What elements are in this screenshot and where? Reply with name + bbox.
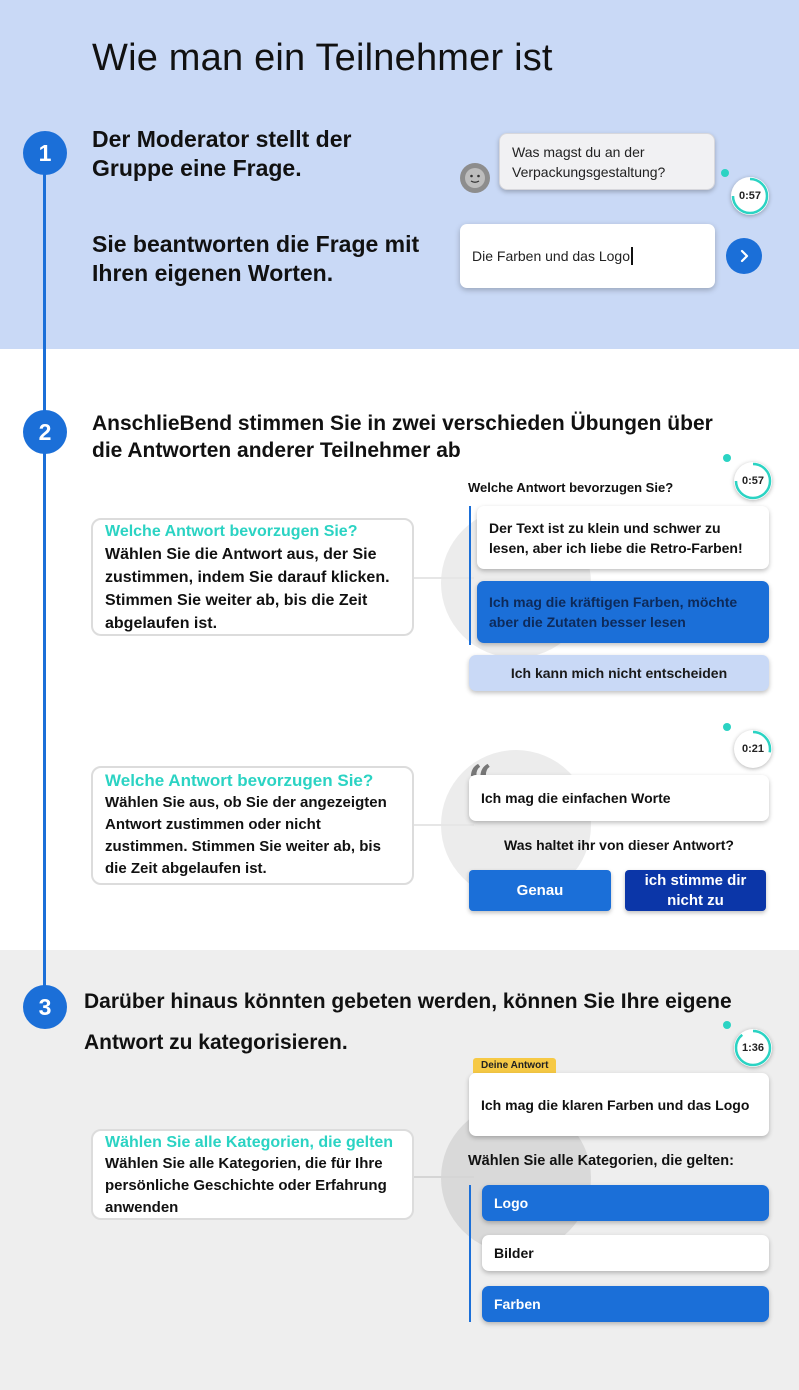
- countdown-timer: [734, 462, 772, 500]
- send-button[interactable]: [726, 238, 762, 274]
- step-3-badge: 3: [23, 985, 67, 1029]
- step-3-heading-line-1: Darüber hinaus könnten gebeten werden, können Sie Ihre eigene: [84, 990, 732, 1013]
- category-bilder[interactable]: Bilder: [482, 1235, 769, 1271]
- step-timeline-line: [43, 153, 46, 1007]
- countdown-timer: [734, 1029, 772, 1067]
- connector-line: [414, 1176, 474, 1178]
- step-3-heading-line-2: Antwort zu kategorisieren.: [84, 1031, 348, 1054]
- timer-indicator-dot: [723, 1021, 731, 1029]
- your-answer-card: Ich mag die klaren Farben und das Logo: [469, 1073, 769, 1136]
- timer-value: 0:57: [738, 190, 762, 202]
- answer-option-b-selected[interactable]: Ich mag die kräftigen Farben, möchte aber die Zutaten besser lesen: [477, 581, 769, 643]
- agree-button[interactable]: Genau: [469, 870, 611, 911]
- categories-bracket-line: [469, 1185, 471, 1322]
- chevron-right-icon: [736, 248, 752, 264]
- connector-line: [414, 577, 474, 579]
- face-icon: [464, 167, 486, 189]
- quoted-answer: Ich mag die einfachen Worte: [469, 775, 769, 821]
- step-1-subheading: Sie beantworten die Frage mit Ihren eigenen Worten.: [92, 231, 420, 286]
- countdown-timer: [734, 730, 772, 768]
- timer-indicator-dot: [723, 454, 731, 462]
- exercise-1-explain-title: Welche Antwort bevorzugen Sie?: [105, 523, 358, 540]
- exercise-2-explanation: [91, 766, 414, 885]
- disagree-button[interactable]: ich stimme dir nicht zu: [625, 870, 766, 911]
- categories-question: Wählen Sie alle Kategorien, die gelten:: [468, 1153, 734, 1169]
- answer-option-a[interactable]: Der Text ist zu klein und schwer zu lesen, aber ich liebe die Retro-Farben!: [477, 506, 769, 569]
- moderator-question-bubble: Was magst du an der Verpackungsgestaltung?: [499, 133, 715, 190]
- page-title: Wie man ein Teilnehmer ist: [92, 37, 553, 79]
- category-farben-selected[interactable]: Farben: [482, 1286, 769, 1322]
- answer-input[interactable]: [460, 224, 715, 288]
- timer-value: 0:21: [741, 743, 765, 755]
- exercise-1-question: Welche Antwort bevorzugen Sie?: [468, 480, 674, 495]
- step-3-explain-body: Wählen Sie alle Kategorien, die für Ihre persönliche Geschichte oder Erfahrung anwenden: [105, 1155, 387, 1216]
- undecided-button[interactable]: Ich kann mich nicht entscheiden: [469, 655, 769, 691]
- timer-value: 0:57: [741, 475, 765, 487]
- exercise-2-question: Was haltet ihr von dieser Antwort?: [504, 837, 734, 853]
- step-1-heading: Der Moderator stellt der Gruppe eine Frage.: [92, 126, 352, 181]
- exercise-2-explain-body: Wählen Sie aus, ob Sie der angezeigten Antwort zustimmen oder nicht zustimmen. Stimmen Sie weiter ab, bis die Zeit abgelaufen ist.: [105, 794, 387, 877]
- timer-indicator-dot: [723, 723, 731, 731]
- exercise-1-explanation: [91, 518, 414, 636]
- options-bracket-line: [469, 506, 471, 645]
- exercise-1-explain-body: Wählen Sie die Antwort aus, der Sie zustimmen, indem Sie darauf klicken. Stimmen Sie weiter ab, bis die Zeit abgelaufen ist.: [105, 546, 390, 632]
- connector-line: [414, 824, 474, 826]
- countdown-timer: [731, 177, 769, 215]
- step-2-heading: AnschlieBend stimmen Sie in zwei verschieden Übungen über die Antworten anderer Teilnehmer ab: [92, 412, 713, 462]
- step-2-badge: 2: [23, 410, 67, 454]
- exercise-2-explain-title: Welche Antwort bevorzugen Sie?: [105, 771, 374, 790]
- step-1-badge: 1: [23, 131, 67, 175]
- answer-input-value: Die Farben und das Logo: [472, 248, 630, 264]
- text-cursor: [631, 247, 633, 265]
- category-logo-selected[interactable]: Logo: [482, 1185, 769, 1221]
- moderator-avatar: [460, 163, 490, 193]
- step-3-explain-title: Wählen Sie alle Kategorien, die gelten: [105, 1134, 394, 1151]
- timer-indicator-dot: [721, 169, 729, 177]
- step-3-explanation: [91, 1129, 414, 1220]
- your-answer-badge: Deine Antwort: [473, 1058, 556, 1073]
- timer-value: 1:36: [741, 1042, 765, 1054]
